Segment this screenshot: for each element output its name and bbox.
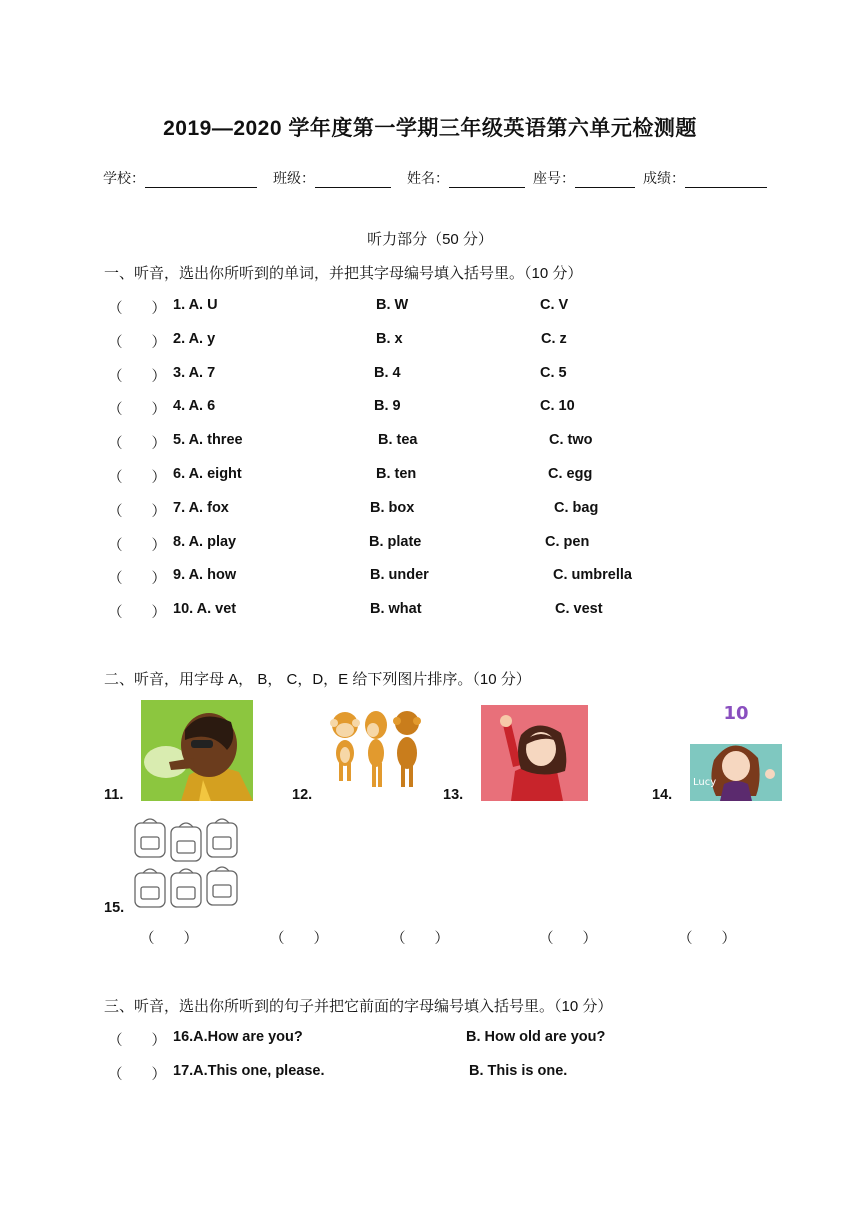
answer-paren[interactable]: （ ） <box>108 538 166 554</box>
answer-paren[interactable]: （ ） <box>108 605 166 621</box>
option-a: 5. A. three <box>173 432 243 448</box>
option-b: B. 4 <box>374 365 401 381</box>
option-c: C. bag <box>554 500 599 516</box>
boy-pointing-picture <box>141 700 253 801</box>
option-b: B. tea <box>378 432 418 448</box>
picture-number-13: 13. <box>443 787 464 803</box>
answer-paren[interactable]: （ ） <box>108 369 166 385</box>
answer-paren[interactable]: （ ） <box>108 571 166 587</box>
option-a: 10. A. vet <box>173 601 237 617</box>
option-a: 4. A. 6 <box>173 398 216 414</box>
answer-paren[interactable]: （ ） <box>108 335 166 351</box>
option-b: B. plate <box>369 534 422 550</box>
option-a: 3. A. 7 <box>173 365 216 381</box>
option-b: B. 9 <box>374 398 401 414</box>
answer-blank-5[interactable]: （ ） <box>678 931 736 947</box>
option-b: B. This is one. <box>469 1063 568 1079</box>
answer-paren[interactable]: （ ） <box>108 504 166 520</box>
picture-number-12: 12. <box>292 787 313 803</box>
name-field[interactable] <box>449 173 525 188</box>
option-a: 8. A. play <box>173 534 237 550</box>
option-a: 1. A. U <box>173 297 218 313</box>
answer-blank-1[interactable]: （ ） <box>140 931 198 947</box>
page-title: 2019—2020 学年度第一学期三年级英语第六单元检测题 <box>163 117 697 140</box>
option-b: B. W <box>376 297 409 313</box>
option-a: 7. A. fox <box>173 500 229 516</box>
answer-paren[interactable]: （ ） <box>108 470 166 486</box>
picture-number-14: 14. <box>652 787 673 803</box>
option-b: B. x <box>376 331 403 347</box>
section3-heading: 三、听音，选出你所听到的句子并把它前面的字母编号填入括号里。（10 分） <box>104 998 613 1015</box>
answer-blank-3[interactable]: （ ） <box>391 931 449 947</box>
answer-blank-2[interactable]: （ ） <box>270 931 328 947</box>
six-bags-picture <box>131 813 243 913</box>
lucy-ten-picture <box>690 700 782 801</box>
answer-paren[interactable]: （ ） <box>108 1067 166 1083</box>
option-c: C. two <box>549 432 593 448</box>
answer-blank-4[interactable]: （ ） <box>539 931 597 947</box>
option-b: B. what <box>370 601 422 617</box>
picture-number-15: 15. <box>104 900 125 916</box>
monkeys-picture <box>330 703 422 799</box>
seat-label: 座号： <box>533 170 575 186</box>
listening-part-heading: 听力部分（50 分） <box>367 231 493 248</box>
student-info-row <box>103 168 783 188</box>
option-c: C. pen <box>545 534 590 550</box>
option-c: C. 10 <box>540 398 575 414</box>
option-a: 17.A.This one, please. <box>173 1063 325 1079</box>
name-label: 姓名： <box>407 170 449 186</box>
answer-paren[interactable]: （ ） <box>108 301 166 317</box>
answer-paren[interactable]: （ ） <box>108 436 166 452</box>
option-c: C. egg <box>548 466 593 482</box>
school-field[interactable] <box>145 173 257 188</box>
option-c: C. 5 <box>540 365 567 381</box>
section1-heading: 一、听音，选出你所听到的单词，并把其字母编号填入括号里。（10 分） <box>104 265 583 282</box>
option-c: C. umbrella <box>553 567 632 583</box>
section2-heading: 二、听音，用字母 A， B， C，D，E 给下列图片排序。（10 分） <box>104 671 531 688</box>
option-a: 6. A. eight <box>173 466 242 482</box>
answer-paren[interactable]: （ ） <box>108 402 166 418</box>
lucy-label: Lucy <box>693 777 717 788</box>
score-field[interactable] <box>685 173 767 188</box>
option-b: B. ten <box>376 466 417 482</box>
class-field[interactable] <box>315 173 391 188</box>
school-label: 学校： <box>103 170 145 186</box>
seat-field[interactable] <box>575 173 635 188</box>
option-c: C. z <box>541 331 567 347</box>
option-b: B. under <box>370 567 429 583</box>
option-a: 9. A. how <box>173 567 237 583</box>
option-c: C. vest <box>555 601 603 617</box>
ten-label: 10 <box>723 703 749 724</box>
girl-waving-picture <box>481 705 588 801</box>
class-label: 班级： <box>273 170 315 186</box>
picture-number-11: 11. <box>104 787 124 803</box>
option-b: B. box <box>370 500 415 516</box>
option-a: 2. A. y <box>173 331 216 347</box>
answer-paren[interactable]: （ ） <box>108 1033 166 1049</box>
option-c: C. V <box>540 297 569 313</box>
score-label: 成绩： <box>643 170 685 186</box>
option-a: 16.A.How are you? <box>173 1029 303 1045</box>
option-b: B. How old are you? <box>466 1029 606 1045</box>
